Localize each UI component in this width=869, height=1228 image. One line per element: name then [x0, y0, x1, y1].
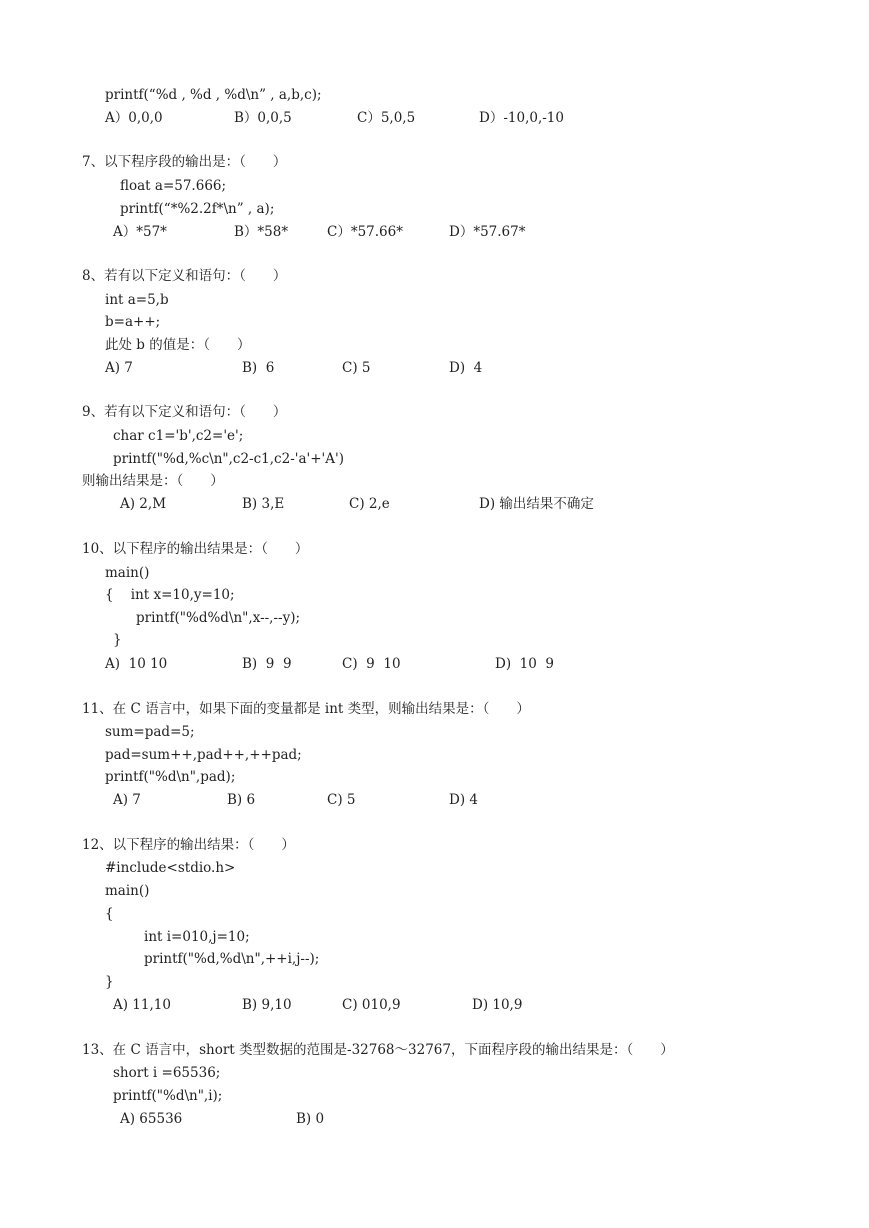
q9-prompt: 则输出结果是：（ ） [82, 473, 224, 489]
q12-code-line-5: printf("%d,%d\n",++i,j--); [144, 951, 320, 967]
q9-option-d: D) 输出结果不确定 [479, 496, 594, 512]
q10-code-line-1: main() [105, 565, 150, 581]
q10-code-line-4: } [113, 632, 122, 648]
q12-code-line-3: { [105, 906, 114, 922]
q8-option-b: B) 6 [242, 360, 275, 376]
q9-option-b: B) 3,E [242, 496, 285, 512]
q6-code-line: printf(“%d , %d , %d\n” , a,b,c); [105, 87, 322, 103]
q7-code-line-1: float a=57.666; [120, 178, 227, 194]
q11-option-c: C) 5 [327, 792, 356, 808]
q10-title: 10、以下程序的输出结果是：（ ） [82, 541, 309, 557]
q8-title: 8、若有以下定义和语句：（ ） [82, 268, 287, 284]
q11-code-line-1: sum=pad=5; [105, 724, 195, 740]
q10-option-a: A) 10 10 [105, 656, 168, 672]
q12-option-c: C) 010,9 [342, 997, 401, 1013]
q8-option-c: C) 5 [342, 360, 371, 376]
q13-option-a: A) 65536 [120, 1111, 183, 1127]
q13-code-line-1: short i =65536; [113, 1065, 221, 1081]
q9-option-c: C) 2,e [349, 496, 390, 512]
q13-code-line-2: printf("%d\n",i); [113, 1088, 223, 1104]
q7-option-a: A）*57* [113, 224, 167, 240]
q7-option-c: C）*57.66* [327, 224, 403, 240]
q12-option-d: D) 10,9 [472, 997, 523, 1013]
q12-code-line-4: int i=010,j=10; [144, 929, 250, 945]
q10-option-b: B) 9 9 [242, 656, 292, 672]
q6-option-b: B）0,0,5 [234, 110, 292, 126]
q11-option-b: B) 6 [227, 792, 256, 808]
q10-code-line-2: { int x=10,y=10; [105, 587, 235, 603]
q12-code-line-2: main() [105, 883, 150, 899]
q6-option-c: C）5,0,5 [357, 110, 416, 126]
q8-prompt: 此处 b 的值是：（ ） [105, 337, 251, 353]
q9-code-line-1: char c1='b',c2='e'; [113, 428, 244, 444]
q8-option-a: A) 7 [105, 360, 133, 376]
q13-title: 13、在 C 语言中，short 类型数据的范围是-32768～32767，下面程序段的输出结果是：（ ） [82, 1042, 674, 1058]
q9-code-line-2: printf("%d,%c\n",c2-c1,c2-'a'+'A') [113, 451, 344, 467]
q12-title: 12、以下程序的输出结果：（ ） [82, 837, 295, 853]
q10-option-d: D) 10 9 [495, 656, 555, 672]
q7-option-b: B）*58* [234, 224, 289, 240]
q11-option-d: D) 4 [449, 792, 478, 808]
q7-code-line-2: printf(“*%2.2f*\n” , a); [120, 201, 275, 217]
q11-title: 11、在 C 语言中，如果下面的变量都是 int 类型，则输出结果是：（ ） [82, 701, 530, 717]
q7-title: 7、以下程序段的输出是：（ ） [82, 154, 287, 170]
q6-option-d: D）-10,0,-10 [479, 110, 564, 126]
q12-option-b: B) 9,10 [242, 997, 292, 1013]
q11-code-line-3: printf("%d\n",pad); [105, 769, 236, 785]
q7-option-d: D）*57.67* [449, 224, 526, 240]
q8-option-d: D) 4 [449, 360, 483, 376]
q8-code-line-1: int a=5,b [105, 292, 169, 308]
q9-title: 9、若有以下定义和语句：（ ） [82, 404, 287, 420]
q11-option-a: A) 7 [113, 792, 141, 808]
q6-option-a: A）0,0,0 [105, 110, 163, 126]
q10-code-line-3: printf("%d%d\n",x--,--y); [136, 610, 301, 626]
q12-option-a: A) 11,10 [113, 997, 171, 1013]
q13-option-b: B) 0 [296, 1111, 325, 1127]
q10-option-c: C) 9 10 [342, 656, 401, 672]
q9-option-a: A) 2,M [120, 496, 167, 512]
q11-code-line-2: pad=sum++,pad++,++pad; [105, 747, 302, 763]
q12-code-line-6: } [105, 974, 114, 990]
q12-code-line-1: #include<stdio.h> [105, 860, 236, 876]
q8-code-line-2: b=a++; [105, 314, 161, 330]
